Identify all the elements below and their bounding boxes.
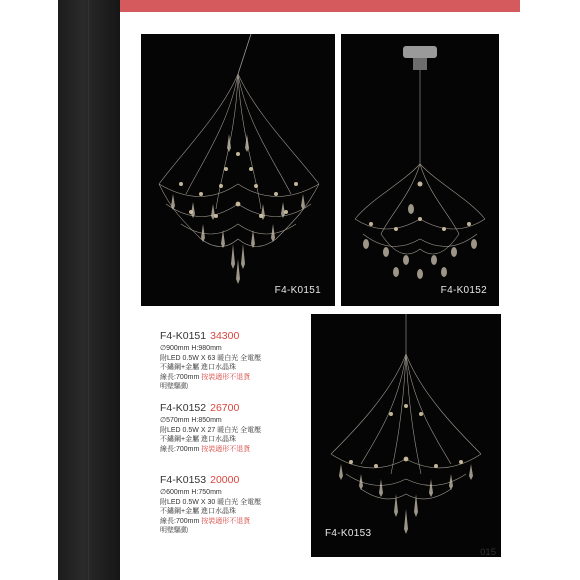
photo-code-label: F4-K0152 — [440, 285, 487, 296]
product-code: F4-K0151 — [160, 330, 207, 342]
cable-label: 線長:700mm — [160, 445, 200, 453]
product-photo-k0153 — [311, 314, 501, 557]
cable-note: 按裝適形不退貨 — [201, 445, 251, 453]
product-title — [160, 330, 310, 343]
cable-label: 線長:700mm — [160, 373, 200, 381]
product-title — [160, 474, 310, 487]
product-photo-k0151 — [141, 34, 335, 306]
strip-seam — [88, 0, 89, 580]
cable-note: 按裝適形不退貨 — [201, 517, 251, 525]
spec-line-size: ∅570mm H:850mm — [160, 417, 222, 424]
decorative-dark-strip — [58, 0, 120, 580]
spec-line-size: ∅600mm H:750mm — [160, 489, 222, 496]
spec-block-k0153 — [160, 474, 310, 536]
product-price: 26700 — [210, 402, 240, 414]
cable-label: 線長:700mm — [160, 517, 200, 525]
product-title — [160, 402, 310, 415]
chandelier-k0151-image — [141, 34, 335, 306]
spec-line-driver: 明壁驅動 — [160, 383, 188, 390]
photo-code-label: F4-K0151 — [274, 285, 321, 296]
spec-line-material: 不鏽鋼+金屬 進口水晶珠 — [160, 508, 237, 515]
spec-block-k0152 — [160, 402, 310, 454]
page-number: 015 — [480, 547, 496, 558]
spec-line-material: 不鏽鋼+金屬 進口水晶珠 — [160, 364, 237, 371]
spec-line-cable — [160, 517, 310, 527]
chandelier-k0153-image — [311, 314, 501, 557]
spec-line-cable — [160, 373, 310, 383]
spec-line-led: 附LED 0.5W X 27 暖白光 全電壓 — [160, 426, 262, 434]
header-color-band — [120, 0, 520, 12]
spec-line-led: 附LED 0.5W X 30 暖白光 全電壓 — [160, 498, 262, 506]
spec-line-led: 附LED 0.5W X 63 暖白光 全電壓 — [160, 354, 262, 362]
chandelier-k0152-image — [341, 34, 499, 306]
product-code: F4-K0152 — [160, 402, 207, 414]
spec-line-size: ∅900mm H:980mm — [160, 345, 222, 352]
spec-block-k0151 — [160, 330, 310, 392]
photo-code-label: F4-K0153 — [325, 528, 372, 539]
spec-line-driver: 明壁驅動 — [160, 527, 188, 534]
product-price: 20000 — [210, 474, 240, 486]
spec-line-material: 不鏽鋼+金屬 進口水晶珠 — [160, 436, 237, 443]
product-code: F4-K0153 — [160, 474, 207, 486]
cable-note: 按裝適形不退貨 — [201, 373, 251, 381]
product-photo-k0152 — [341, 34, 499, 306]
spec-line-cable — [160, 445, 310, 455]
product-price: 34300 — [210, 330, 240, 342]
